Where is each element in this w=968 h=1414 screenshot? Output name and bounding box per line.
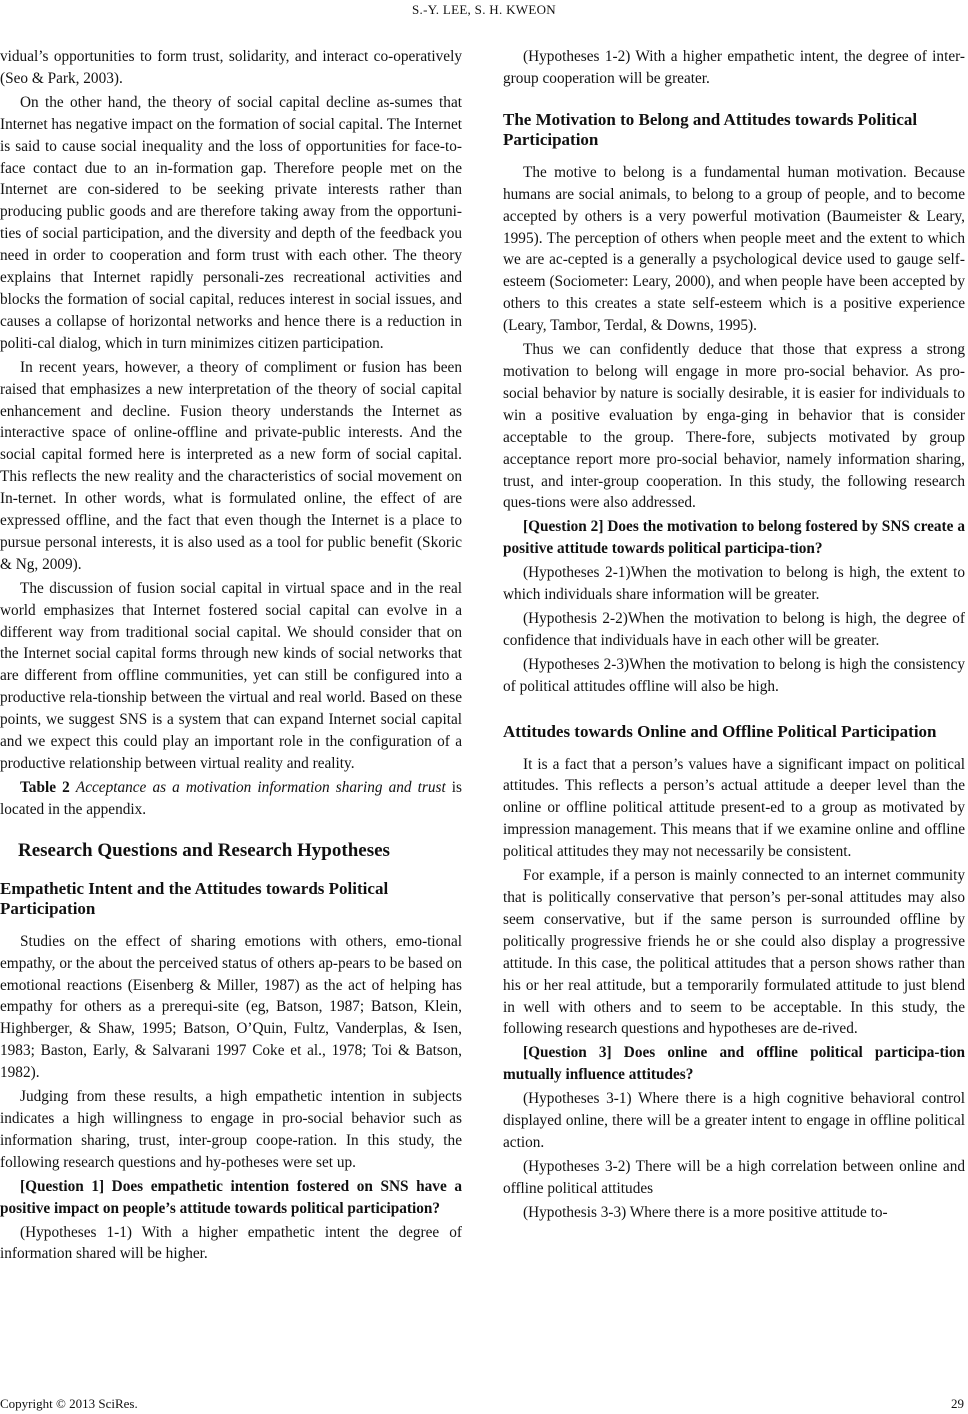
hypothesis: (Hypotheses 3-1) Where there is a high cognitive behavioral control displayed online, there will be a greater intent to engage in offline political action. (503, 1090, 965, 1151)
left-column (0, 46, 462, 1265)
hypothesis: (Hypotheses 2-1)When the motivation to belong is high, the extent to which individuals share information will be greater. (503, 564, 965, 604)
subsection-heading: Empathetic Intent and the Attitudes towards Political Participation (0, 878, 389, 918)
hypothesis: (Hypotheses 2-3)When the motivation to belong is high the consistency of political attitudes offline will also be high. (503, 655, 965, 695)
paragraph: The discussion of fusion social capital in virtual space and in the real world emphasizes that Internet fostered social capital can evolve in a different way from traditional social capital. We should consider that on the Internet social capital forms through new kinds of social networks that are different from offline communities, yet can still be configured into a productive rela-tionship between the virtual and real world. Based on these points, we suggest SNS is a system that can expand Internet social capital and we expect this could play an important role in the configuration of a productive relationship between virtual reality and reality. (0, 579, 462, 772)
paragraph: The motive to belong is a fundamental human motivation. Because humans are social animals, to belong to a group of people, and to become accepted by others is a very powerful motivation (Baumeister & Leary, 1995). The perception of others when people meet and the extent to which we are ac-cepted is a generally a psychological device used to gauge self-esteem (Sociometer: Leary, 2000), and when people have been accepted by others to this creates a state self-esteem which is a positive experience (Leary, Tambor, Terdal, & Downs, 1995). (503, 163, 965, 335)
hypothesis: (Hypothesis 3-3) Where there is a more positive attitude to- (523, 1203, 888, 1221)
paragraph: Judging from these results, a high empathetic intention in subjects indicates a high willingness to engage in pro-social behavior such as information sharing, trust, inter-group coope-ration. In this study, the following research questions and hy-potheses were set up. (0, 1088, 462, 1171)
hypothesis: (Hypotheses 1-1) With a higher empathetic intent the degree of information shared will be higher. (0, 1223, 462, 1263)
research-question: [Question 2] Does the motivation to belong fostered by SNS create a positive attitude towards political participa-tion? (503, 518, 965, 558)
table-reference-tail: is located in the appendix. (0, 778, 463, 818)
hypothesis: (Hypotheses 1-2) With a higher empathetic intent, the degree of inter-group cooperation will be greater. (503, 48, 965, 87)
subsection-heading: Attitudes towards Online and Offline Political Participation (503, 721, 937, 741)
paragraph: Thus we can confidently deduce that those that express a strong motivation to belong will engage in more pro-social behavior. As pro-social behavior by nature is socially desirable, it is easier for individuals to win a positive evaluation by enga-ging in behavior that is consider acceptable to the group. There-fore, subjects motivated by group acceptance report more pro-social behavior, namely information sharing, trust, and inter-group cooperation. In this study, the following research ques-tions were also addressed. (503, 341, 965, 512)
hypothesis: (Hypotheses 3-2) There will be a high correlation between online and offline political attitudes (503, 1157, 965, 1197)
page-number: 29 (951, 1396, 964, 1411)
research-question: [Question 1] Does empathetic intention fostered on SNS have a positive impact on people’s attitude towards political participation? (0, 1177, 462, 1217)
paragraph: Studies on the effect of sharing emotions with others, emo-tional empathy, or the about the perceived status of others ap-pears to be based on emotional reactions (Eisenberg & Miller, 1987) as the act of helping has empathy for others as a prerequi-site (eg, Batson, 1987; Batson, Klein, Highberger, & Shaw, 1995; Batson, O’Quin, Fultz, Vanderplas, & Isen, 1983; Baston, Early, & Salvarani 1997 Coke et al., 1978; Toi & Batson, 1982). (0, 932, 463, 1082)
table-label: Table 2 (20, 778, 70, 796)
paragraph: For example, if a person is mainly connected to an internet community that is politically conservative that person’s per-sonal attitudes may also seem conservative, but if the same person is surrounded offline by politically progressive friends he or she could also display a progressive attitude. In this case, the political attitudes that a person shows rather than his or her real attitude, but a temporarily formulated attitude to just blend in well with others and to seem to be acceptable. In this study, the following research questions and hypotheses are de-rived. (503, 867, 965, 1038)
paragraph: It is a fact that a person’s values have a significant impact on political attitudes. This reflects a person’s actual attitude a deeper level than the online or offline political attitude present-ed to a group as motivated by impression management. This means that if we examine online and offline political attitudes they may not necessarily be consistent. (503, 755, 965, 861)
running-header: S.-Y. LEE, S. H. KWEON (412, 2, 556, 17)
section-heading: Research Questions and Research Hypotheses (18, 839, 390, 861)
paragraph: On the other hand, the theory of social capital decline as-sumes that Internet has negative impact on the formation of social capital. The Internet is said to cause social inequality and the loss of opportunities for face-to-face contact due to an in-formation gap. Therefore people met on the Internet are con-sidered to be seeking private interests rather than producing public goods and are therefore taking away from the opportuni-ties of social participation, and the diversity and depth of the feedback you need in order to cooperation and form trust with each other. The theory explains that Internet rapidly personali-zes recreational activities and blocks the formation of social capital, reduces interest in social issues, and causes a collapse of horizontal networks and hence there is a reduction in politi-cal dialog, which in turn minimizes citizen participation. (0, 93, 462, 352)
paragraph: In recent years, however, a theory of compliment or fusion has been raised that emphasizes a new interpretation of the theory of social capital enhancement and decline. Fusion theory understands the Internet as interactive space of online-offline and private-public interests. And the social capital formed here is interpreted as a new form of social capital. This reflects the new reality and the characteristics of social movement on In-ternet. In other words, what is formulated online, the effect of are expressed offline, and the fact that even though the Internet is a place to pursue personal interests, it is also used as a tool for public benefit (Skoric & Ng, 2009). (0, 358, 462, 573)
research-question: [Question 3] Does online and offline political participa-tion mutually influence attitudes? (503, 1044, 965, 1084)
hypothesis: (Hypothesis 2-2)When the motivation to belong is high, the degree of confidence that individuals have in each other will be greater. (503, 609, 965, 649)
copyright-footer: Copyright © 2013 SciRes. (0, 1396, 138, 1411)
subsection-heading: The Motivation to Belong and Attitudes towards Political Participation (503, 109, 918, 149)
table-caption: Acceptance as a motivation information sharing and trust (75, 778, 446, 796)
right-column (503, 46, 965, 1224)
paragraph: vidual’s opportunities to form trust, solidarity, and interact co-operatively (Seo & Park, 2003). (0, 48, 462, 87)
table-reference (0, 777, 462, 821)
